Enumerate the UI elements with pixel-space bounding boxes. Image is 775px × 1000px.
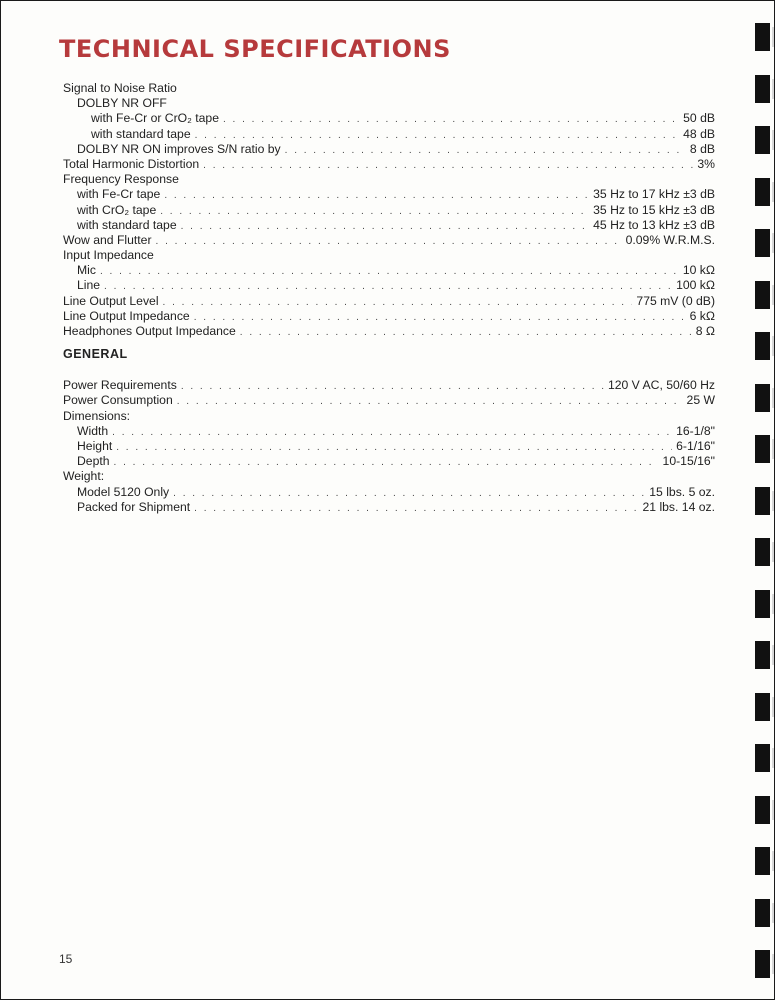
spec-row bbox=[63, 454, 715, 469]
spec-value: 15 lbs. 5 oz. bbox=[649, 484, 715, 499]
spec-label: Model 5120 Only bbox=[77, 484, 170, 499]
dot-leader bbox=[177, 394, 683, 409]
spec-row bbox=[63, 111, 715, 126]
spec-row bbox=[63, 469, 715, 484]
spec-row bbox=[63, 233, 715, 248]
spec-value: 8 dB bbox=[689, 141, 715, 156]
spec-row bbox=[63, 203, 715, 218]
spec-label: Wow and Flutter bbox=[63, 232, 152, 247]
spec-row bbox=[63, 500, 715, 515]
dot-leader bbox=[173, 486, 645, 501]
spec-row bbox=[63, 424, 715, 439]
binding-ring bbox=[755, 229, 770, 257]
dot-leader bbox=[104, 279, 672, 294]
spec-label: DOLBY NR ON improves S/N ratio by bbox=[77, 141, 281, 156]
spec-label: Frequency Response bbox=[63, 172, 179, 187]
spec-value: 0.09% W.R.M.S. bbox=[625, 232, 715, 247]
binding-ring bbox=[755, 487, 770, 515]
spec-value: 10-15/16" bbox=[662, 454, 715, 469]
binding-ring bbox=[755, 744, 770, 772]
spec-row bbox=[63, 324, 715, 339]
binding-ring bbox=[755, 435, 770, 463]
dot-leader bbox=[114, 455, 659, 470]
dot-leader bbox=[194, 310, 686, 325]
dot-leader bbox=[116, 440, 672, 455]
spec-label: Line Output Impedance bbox=[63, 308, 190, 323]
dot-leader bbox=[156, 234, 622, 249]
page-title: TECHNICAL SPECIFICATIONS bbox=[59, 35, 451, 63]
spec-label: Weight: bbox=[63, 469, 105, 484]
spec-value: 50 dB bbox=[683, 111, 715, 126]
spec-value: 35 Hz to 17 kHz ±3 dB bbox=[593, 187, 715, 202]
binding-ring bbox=[755, 590, 770, 618]
dot-leader bbox=[163, 295, 633, 310]
spec-value: 6 kΩ bbox=[689, 308, 715, 323]
spec-row bbox=[63, 81, 715, 96]
spec-value: 775 mV (0 dB) bbox=[636, 293, 715, 308]
spec-row bbox=[63, 378, 715, 393]
spiral-binding bbox=[750, 1, 774, 999]
spec-value: 25 W bbox=[686, 393, 715, 408]
spec-row bbox=[63, 127, 715, 142]
spec-row bbox=[63, 172, 715, 187]
spec-rows bbox=[63, 81, 715, 339]
spec-label: Headphones Output Impedance bbox=[63, 324, 236, 338]
binding-ring bbox=[755, 538, 770, 566]
binding-ring bbox=[755, 332, 770, 360]
spec-value: 48 dB bbox=[683, 126, 715, 141]
spec-value: 45 Hz to 13 kHz ±3 dB bbox=[593, 217, 715, 232]
spec-row bbox=[63, 157, 715, 172]
spec-value: 3% bbox=[697, 156, 715, 171]
spec-row bbox=[63, 263, 715, 278]
dot-leader bbox=[195, 128, 680, 143]
spec-row bbox=[63, 278, 715, 293]
spec-list bbox=[63, 81, 715, 515]
spec-row bbox=[63, 294, 715, 309]
spec-row bbox=[63, 439, 715, 454]
spec-label: Input Impedance bbox=[63, 248, 154, 263]
spec-row bbox=[63, 218, 715, 233]
dot-leader bbox=[100, 264, 679, 279]
dot-leader bbox=[285, 143, 686, 158]
dot-leader bbox=[223, 112, 679, 127]
dot-leader bbox=[181, 379, 604, 394]
spec-label: Depth bbox=[77, 454, 110, 469]
binding-ring bbox=[755, 23, 770, 51]
spec-value: 6-1/16" bbox=[676, 438, 715, 453]
spec-value: 21 lbs. 14 oz. bbox=[642, 499, 715, 514]
spec-label: with CrO₂ tape bbox=[77, 202, 157, 217]
binding-ring bbox=[755, 281, 770, 309]
spec-row bbox=[63, 142, 715, 157]
dot-leader bbox=[112, 425, 672, 440]
spec-label: with Fe-Cr tape bbox=[77, 187, 161, 202]
spec-row bbox=[63, 393, 715, 408]
spec-label: Line bbox=[77, 278, 101, 293]
spec-row bbox=[63, 187, 715, 202]
binding-ring bbox=[755, 847, 770, 875]
dot-leader bbox=[240, 325, 692, 340]
dot-leader bbox=[194, 501, 638, 516]
spec-label: Line Output Level bbox=[63, 293, 159, 308]
spec-label: Power Requirements bbox=[63, 378, 177, 393]
binding-ring bbox=[755, 796, 770, 824]
spec-row bbox=[63, 309, 715, 324]
spec-value: 16-1/8" bbox=[676, 423, 715, 438]
spec-label: Power Consumption bbox=[63, 393, 173, 408]
section-heading-general: GENERAL bbox=[63, 347, 128, 362]
binding-ring bbox=[755, 693, 770, 721]
binding-ring bbox=[755, 75, 770, 103]
dot-leader bbox=[203, 158, 693, 173]
spec-label: Height bbox=[77, 438, 113, 453]
spec-value: 10 kΩ bbox=[682, 263, 715, 278]
spec-label: Dimensions: bbox=[63, 408, 131, 423]
dot-leader bbox=[181, 219, 590, 234]
binding-ring bbox=[755, 950, 770, 978]
dot-leader bbox=[164, 188, 589, 203]
general-rows bbox=[63, 378, 715, 515]
spec-row bbox=[63, 248, 715, 263]
spec-row bbox=[63, 409, 715, 424]
spec-value: 35 Hz to 15 kHz ±3 dB bbox=[593, 202, 715, 217]
spec-value: 8 Ω bbox=[695, 324, 715, 338]
spec-label: Total Harmonic Distortion bbox=[63, 156, 200, 171]
spec-label: Packed for Shipment bbox=[77, 499, 191, 514]
spec-label: Width bbox=[77, 423, 109, 438]
spec-row bbox=[63, 485, 715, 500]
spec-label: Mic bbox=[77, 263, 96, 278]
spec-label: with standard tape bbox=[91, 126, 191, 141]
page-number: 15 bbox=[59, 952, 73, 966]
spec-label: with Fe-Cr or CrO₂ tape bbox=[91, 111, 219, 126]
spec-label: with standard tape bbox=[77, 217, 177, 232]
binding-ring bbox=[755, 384, 770, 412]
binding-ring bbox=[755, 126, 770, 154]
binding-ring bbox=[755, 641, 770, 669]
spec-value: 100 kΩ bbox=[676, 278, 715, 293]
spec-label: Signal to Noise Ratio bbox=[63, 81, 177, 95]
spec-value: 120 V AC, 50/60 Hz bbox=[607, 378, 715, 393]
binding-ring bbox=[755, 178, 770, 206]
spec-label: DOLBY NR OFF bbox=[77, 96, 167, 111]
dot-leader bbox=[160, 204, 589, 219]
spec-row bbox=[63, 96, 715, 111]
binding-ring bbox=[755, 899, 770, 927]
